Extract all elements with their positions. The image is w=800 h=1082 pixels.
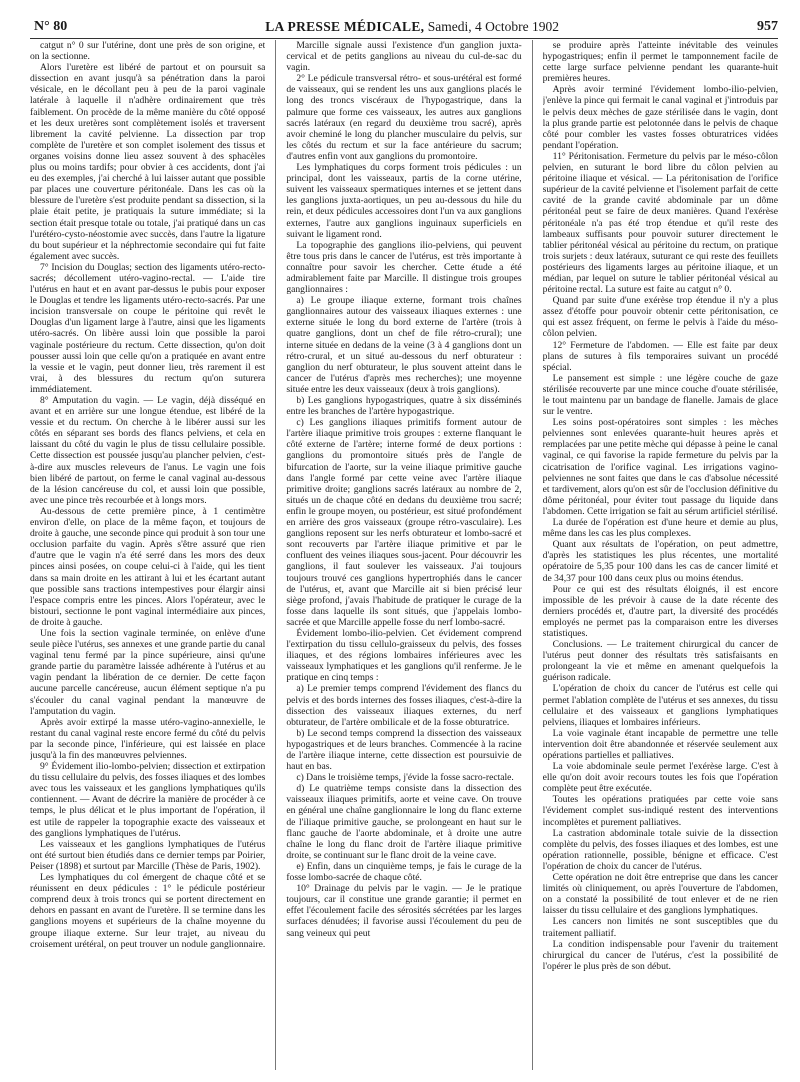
- paragraph: 2° Le pédicule transversal rétro- et sous-urétéral est formé de vaisseaux, qui se rendent les uns aux ganglions placés le long des troncs viscéraux de l'hypogastrique, dans la palmure que forme ces vaisseaux, les autres aux ganglions sacrés latéraux (en regard du deuxième trou sacré), après avoir cheminé le long du plancher musculaire du pelvis, sur les côtés du rectum et sur la face antérieure du sacrum; d'autres enfin vont aux ganglions du promontoire.: [286, 73, 522, 162]
- paragraph: Conclusions. — Le traitement chirurgical du cancer de l'utérus peut donner des résultats très satisfaisants en prolongeant la vie et même en amenant quelquefois la guérison radicale.: [542, 639, 778, 684]
- paragraph: 7° Incision du Douglas; section des ligaments utéro-recto-sacrés; décollement utéro-vagino-rectal. — L'aide tire l'utérus en haut et en avant par-dessus le pubis pour exposer le Douglas et tendre les ligaments utéro-recto-sacrés. Par une incision transversale on coupe le péritoine qui revêt le Douglas d'un ligament large à l'autre, ainsi que les ligaments utéro-sacrés. On libère aussi loin que possible la paroi vaginale postérieure du rectum. Cette dissection, qu'on doit pousser aussi loin que celle qu'on a pratiquée en avant entre la vessie et le vagin, peut donner lieu, très rarement il est vrai, à des blessures du rectum qu'on suturera immédiatement.: [30, 261, 266, 395]
- paragraph: Toutes les opérations pratiquées par cette voie sans l'évidement complet sus-indiqué restent des interventions incomplètes et purement palliatives.: [542, 794, 778, 828]
- paragraph: La topographie des ganglions ilio-pelviens, qui peuvent être tous pris dans le cancer de l'utérus, est très importante à connaître pour savoir les chercher. Cette étude a été admirablement faite par Marcille. Il distingue trois groupes ganglionnaires :: [286, 239, 522, 296]
- column-divider: [275, 40, 276, 1070]
- paragraph: Le pansement est simple : une légère couche de gaze stérilisée recouverte par une mince couche d'ouate stérilisée, le tout maintenu par un bandage de flanelle. Jamais de glace sur le ventre.: [542, 372, 778, 418]
- paragraph: Cette opération ne doit être entreprise que dans les cancer limités où cliniquement, ou après l'ouverture de l'abdomen, on a constaté la possibilité de tout enlever et de ne rien laisser du tissu cellulaire et des ganglions lymphatiques.: [542, 872, 778, 917]
- column-divider: [532, 40, 533, 1070]
- paragraph: 10° Drainage du pelvis par le vagin. — Je le pratique toujours, car il constitue une grande garantie; il permet en effet l'écoulement facile des sérosités sécrétées par les larges surfaces dénudées; il favorise aussi l'écoulement du peu de sang veineux qui peut: [286, 883, 522, 939]
- paragraph: La durée de l'opération est d'une heure et demie au plus, même dans les cas les plus complexes.: [542, 517, 778, 540]
- paragraph: Les soins post-opératoires sont simples : les mèches pelviennes sont enlevées quarante-huit heures après et remplacées par une petite mèche qui dépasse à peine le canal vaginal, ce qui favorise la rapide fermeture du pelvis par la cicatrisation de l'orifice vaginal. Les irrigations vagino-pelviennes ne sont faites que dans le cas d'absolue nécessité et tardivement, alors qu'on est sûr de l'occlusion définitive du dôme péritonéal, pour éviter tout passage du liquide dans l'abdomen. Cette irrigation se fait au sérum artificiel stérilisé.: [542, 417, 778, 517]
- paragraph: Après avoir terminé l'évidement lombo-ilio-pelvien, j'enlève la pince qui fermait le canal vaginal et j'introduis par le pelvis deux mèches de gaze stérilisée dans le vagin, dont la plus grande partie est pelotonnée dans le pelvis de chaque côté pour combler les vastes fosses obturatrices vidées pendant l'opération.: [542, 84, 778, 151]
- issue-number: N° 80: [34, 19, 68, 34]
- paragraph: 9° Évidement ilio-lombo-pelvien; dissection et extirpation du tissu cellulaire du pelvis, des fosses iliaques et des lombes avec tous les vaisseaux et les ganglions lymphatiques qu'ils contiennent. — Avant de décrire la manière de procéder à ce temps, le plus délicat et le plus important de l'opération, il est utile de rappeler la topographie exacte des vaisseaux et des ganglions lymphatiques de l'utérus.: [30, 761, 266, 839]
- running-title: [265, 19, 559, 35]
- paragraph: La voie vaginale étant incapable de permettre une telle intervention doit être abandonnée et réservée seulement aux opérations partielles et palliatives.: [542, 727, 778, 761]
- paragraph: La voie abdominale seule permet l'exérèse large. C'est à elle qu'on doit avoir recours toutes les fois que l'opération complète peut être exécutée.: [542, 761, 778, 795]
- paragraph: e) Enfin, dans un cinquième temps, je fais le curage de la fosse lombo-sacrée de chaque côté.: [286, 860, 522, 884]
- paragraph: Quand par suite d'une exérèse trop étendue il n'y a plus assez d'étoffe pour pouvoir obtenir cette péritonisation, ce qui est assez fréquent, on ferme le pelvis à l'aide du méso-côlon pelvien.: [542, 295, 778, 340]
- paragraph: 11° Péritonisation. Fermeture du pelvis par le méso-côlon pelvien, en suturant le bord libre du côlon pelvien au péritoine iliaque et vésical. — La péritonisation de l'orifice supérieur de la cavité pelvienne et l'isolement parfait de cette cavité de la grande cavité abdominale par un dôme péritonéal peut se faire de deux manières. Quand l'exérèse péritonéale n'a pas été trop étendue et qu'il reste des lambeaux suffisants pour pouvoir suturer directement le tablier péritonéal vésical au péritoine du rectum, on pratique trois surjets : deux latéraux, suturant ce qui reste des feuillets postérieurs des ligaments larges au péritoine iliaque, et un médian, par lequel on suture le tablier péritonéal vésical au péritoine rectal. La suture est faite au catgut n° 0.: [542, 150, 778, 296]
- paragraph: Évidement lombo-ilio-pelvien. Cet évidement comprend l'extirpation du tissu cellulo-graisseux du pelvis, des fosses iliaques, et des régions lombaires inférieures avec les vaisseaux lymphatiques et les ganglions qu'il renferme. Je le pratique en cinq temps :: [286, 627, 522, 684]
- text-column-right: [543, 40, 778, 1070]
- issue-date: Samedi, 4 Octobre 1902: [427, 19, 559, 34]
- paragraph: catgut n° 0 sur l'utérine, dont une près de son origine, et on la sectionne.: [30, 40, 266, 63]
- text-column-left: [30, 40, 265, 1070]
- paragraph: b) Le second temps comprend la dissection des vaisseaux hypogastriques et de leurs branches. Commencée à la racine de l'artère iliaque interne, cette dissection est poursuivie de haut en bas.: [286, 727, 522, 773]
- paragraph: c) Dans le troisième temps, j'évide la fosse sacro-rectale.: [296, 772, 514, 784]
- article-body: [30, 40, 778, 1070]
- publication-name: LA PRESSE MÉDICALE,: [265, 19, 425, 34]
- paragraph: L'opération de choix du cancer de l'utérus est celle qui permet l'ablation complète de l'utérus et ses annexes, du tissu cellulaire et des vaisseaux et ganglions lymphatiques pelviens, iliaques et lombaires inférieurs.: [542, 683, 778, 728]
- paragraph: 12° Fermeture de l'abdomen. — Elle est faite par deux plans de sutures à fils temporaires suivant un procédé spécial.: [542, 339, 778, 373]
- page-header: [34, 16, 778, 38]
- paragraph: Les cancers non limités ne sont susceptibles que du traitement palliatif.: [542, 916, 778, 939]
- paragraph: Les lymphatiques du col émergent de chaque côté et se réunissent en deux pédicules : 1° le pédicule postérieur comprend deux à trois troncs qui se portent directement en dehors en passant en avant de l'uretère. Il se termine dans les ganglions moyens et supérieurs de la chaîne moyenne du groupe iliaque externe. Sur leur trajet, au niveau du croisement urétéral, on peut trouver un nodule ganglionnaire.: [30, 872, 266, 950]
- paragraph: c) Les ganglions iliaques primitifs forment autour de l'artère iliaque primitive trois groupes : externe flanquant le côté externe de l'artère; interne formé de deux portions : ganglions du promontoire situés près de l'angle de bifurcation de l'aorte, sur la veine iliaque primitive gauche dans l'angle formé par cette veine avec l'artère iliaque primitive droite; ganglions sacrés latéraux au nombre de 2, situés un de chaque côté en dedans du deuxième trou sacré; enfin le groupe moyen, ou postérieur, est situé profondément en arrière des gros vaisseaux (groupe rétro-vasculaire). Les ganglions reposent sur les nerfs obturateur et lombo-sacré et sont recouverts par l'artère iliaque primitive et par le confluent des veines iliaques sous-jacent. Pour découvrir les ganglions, il faut soulever les vaisseaux. J'ai toujours toujours trouvé ces ganglions hypertrophiés dans le cancer de l'utérus, et, avant que Marcille ait si bien précisé leur siège profond, j'avais l'habitude de pratiquer le curage de la fosse dans laquelle ils sont situés, que j'appelais lombo-sacrée et que Marcille appelle fosse du nerf lombo-sacré.: [286, 417, 522, 628]
- paragraph: b) Les ganglions hypogastriques, quatre à six disséminés entre les branches de l'artère hypogastrique.: [286, 395, 522, 418]
- paragraph: La condition indispensable pour l'avenir du traitement chirurgical du cancer de l'utérus, c'est la possibilité de l'opérer le plus près de son début.: [542, 938, 778, 972]
- paragraph: a) Le groupe iliaque externe, formant trois chaînes ganglionnaires autour des vaisseaux iliaques externes : une externe située le long du bord externe de l'artère (trois à quatre ganglions, dont un chef de file rétro-crural); une interne située en dedans de la veine (3 à 4 ganglions dont un rétro-crural, et un situé au-dessous du nerf obturateur : ganglion du nerf obturateur, le plus souvent atteint dans le cancer de l'utérus d'après mes recherches); une moyenne située entre les deux vaisseaux (deux à trois ganglions).: [286, 295, 522, 395]
- paragraph: Après avoir extirpé la masse utéro-vagino-annexielle, le restant du canal vaginal reste encore fermé du côté du pelvis par la seconde pince, l'inférieure, qui est laissée en place jusqu'à la fin des manœuvres pelviennes.: [30, 716, 266, 761]
- paragraph: 8° Amputation du vagin. — Le vagin, déjà disséqué en avant et en arrière sur une longue étendue, est libéré de la vessie et du rectum. On cherche à le libérer aussi sur les côtés en séparant ses bords des flancs pelviens, et cela en laissant du côté du vagin le plus de tissu cellulaire possible. Cette dissection est poussée jusqu'au plancher pelvien, c'est-à-dire aux muscles releveurs de l'anus. Le vagin une fois bien libéré de partout, on ferme le canal vaginal au-dessous de la lésion cancéreuse du col, et aussi loin que possible, avec une pince très recourbée et à longs mors.: [30, 395, 266, 506]
- paragraph: se produire après l'atteinte inévitable des veinules hypogastriques; enfin il permet le tamponnement facile de cette large surface pelvienne pendant les quarante-huit premières heures.: [542, 40, 778, 85]
- paragraph: Alors l'uretère est libéré de partout et on poursuit sa dissection en avant jusqu'à sa pénétration dans la paroi vésicale, en le décollant peu à peu de la paroi vaginale latérale à laquelle il n'adhère ordinairement que très faiblement. On procède de la même manière du côté opposé et les deux uretères sont complètement isolés et traversent librement la cavité pelvienne. La dissection par trop complète de l'uretère et son complet isolement des tissus et organes voisins donne lieu assez souvent à des sphacèles plus ou moins tardifs; pour obvier à ces accidents, dont j'ai eu des exemples, j'ai cherché à lui laisser autant que possible par places une couverture péritonéale. Dans les cas où la blessure de l'uretère s'est produite pendant sa dissection, si la plaie était petite, je pratiquais la suture immédiate; si la section était presque totale ou totale, j'ai pratiqué dans un cas l'urétéro-cysto-néostomie avec succès, dans l'autre la ligature du bout supérieur et la néphrectomie secondaire qui fut faite également avec succès.: [30, 62, 266, 262]
- paragraph: Les vaisseaux et les ganglions lymphatiques de l'utérus ont été surtout bien étudiés dans ce dernier temps par Poirier, Peiser (1898) et surtout par Marcille (Thèse de Paris, 1902).: [30, 838, 266, 872]
- paragraph: Les lymphatiques du corps forment trois pédicules : un principal, dont les vaisseaux, partis de la corne utérine, suivent les vaisseaux spermatiques internes et se jettent dans les ganglions juxta-aortiques, un peu au-dessous du hile du rein, et deux pédicules accessoires dont l'un va aux ganglions externes, l'autre aux ganglions inguinaux superficiels en suivant le ligament rond.: [286, 162, 522, 240]
- paragraph: Une fois la section vaginale terminée, on enlève d'une seule pièce l'utérus, ses annexes et une grande partie du canal vaginal tenu fermé par la pince supérieure, ainsi qu'une grande partie du paramètre laissée adhérente à l'utérus et au vagin pendant la libération de ce dernier. De cette façon aucune parcelle cancéreuse, aucun élément septique n'a pu s'écouler du canal vaginal pendant la manœuvre de l'amputation du vagin.: [30, 627, 266, 717]
- text-column-middle: [286, 40, 521, 1070]
- paragraph: a) Le premier temps comprend l'évidement des flancs du pelvis et des bords internes des fosses iliaques, c'est-à-dire la dissection des vaisseaux iliaques externes, du nerf obturateur, de l'artère ombilicale et de la fosse obturatrice.: [286, 683, 522, 728]
- paragraph: Marcille signale aussi l'existence d'un ganglion juxta-cervical et de petits ganglions au niveau du cul-de-sac du vagin.: [286, 40, 522, 74]
- paragraph: Quant aux résultats de l'opération, on peut admettre, d'après les statistiques les plus récentes, une mortalité opératoire de 5,35 pour 100 dans les cas de cancer limité et de 34,37 pour 100 dans ceux plus ou moins étendus.: [542, 539, 778, 584]
- paragraph: d) Le quatrième temps consiste dans la dissection des vaisseaux iliaques primitifs, aorte et veine cave. On trouve en général une chaîne ganglionnaire le long du flanc externe de l'iliaque primitive gauche, se prolongeant en haut sur le flanc gauche de l'aorte abdominale, et à droite une autre chaîne le long du flanc droit de l'artère iliaque primitive droite, se continuant sur le flanc droit de la veine cave.: [286, 783, 522, 861]
- page-number: 957: [756, 19, 778, 34]
- header-rule: [30, 38, 778, 39]
- paragraph: Au-dessous de cette première pince, à 1 centimètre environ d'elle, on place de la même façon, et toujours de droite à gauche, une seconde pince qui produit à son tour une occlusion parfaite du vagin. Après s'être assuré que rien d'autre que le vagin n'a été serré dans les mors des deux pinces ainsi posées, on coupe celui-ci à l'aide, qui les tient dans sa main droite en les attirant à lui et les écartant autant que possible sans tractions intempestives pour élargir ainsi l'espace compris entre les pinces. Alors l'opérateur, avec le bistouri, sectionne le pont vaginal intermédiaire aux pinces, de droite à gauche.: [30, 505, 266, 628]
- paragraph: La castration abdominale totale suivie de la dissection complète du pelvis, des fosses iliaques et des lombes, est une opération rationnelle, possible, bénigne et efficace. C'est l'opération de choix du cancer de l'utérus.: [542, 827, 778, 872]
- paragraph: Pour ce qui est des résultats éloignés, il est encore impossible de les prévoir à cause de la date récente des derniers procédés et, d'autre part, la diversité des procédés employés ne permet pas la comparaison entre les diverses statistiques.: [542, 583, 778, 639]
